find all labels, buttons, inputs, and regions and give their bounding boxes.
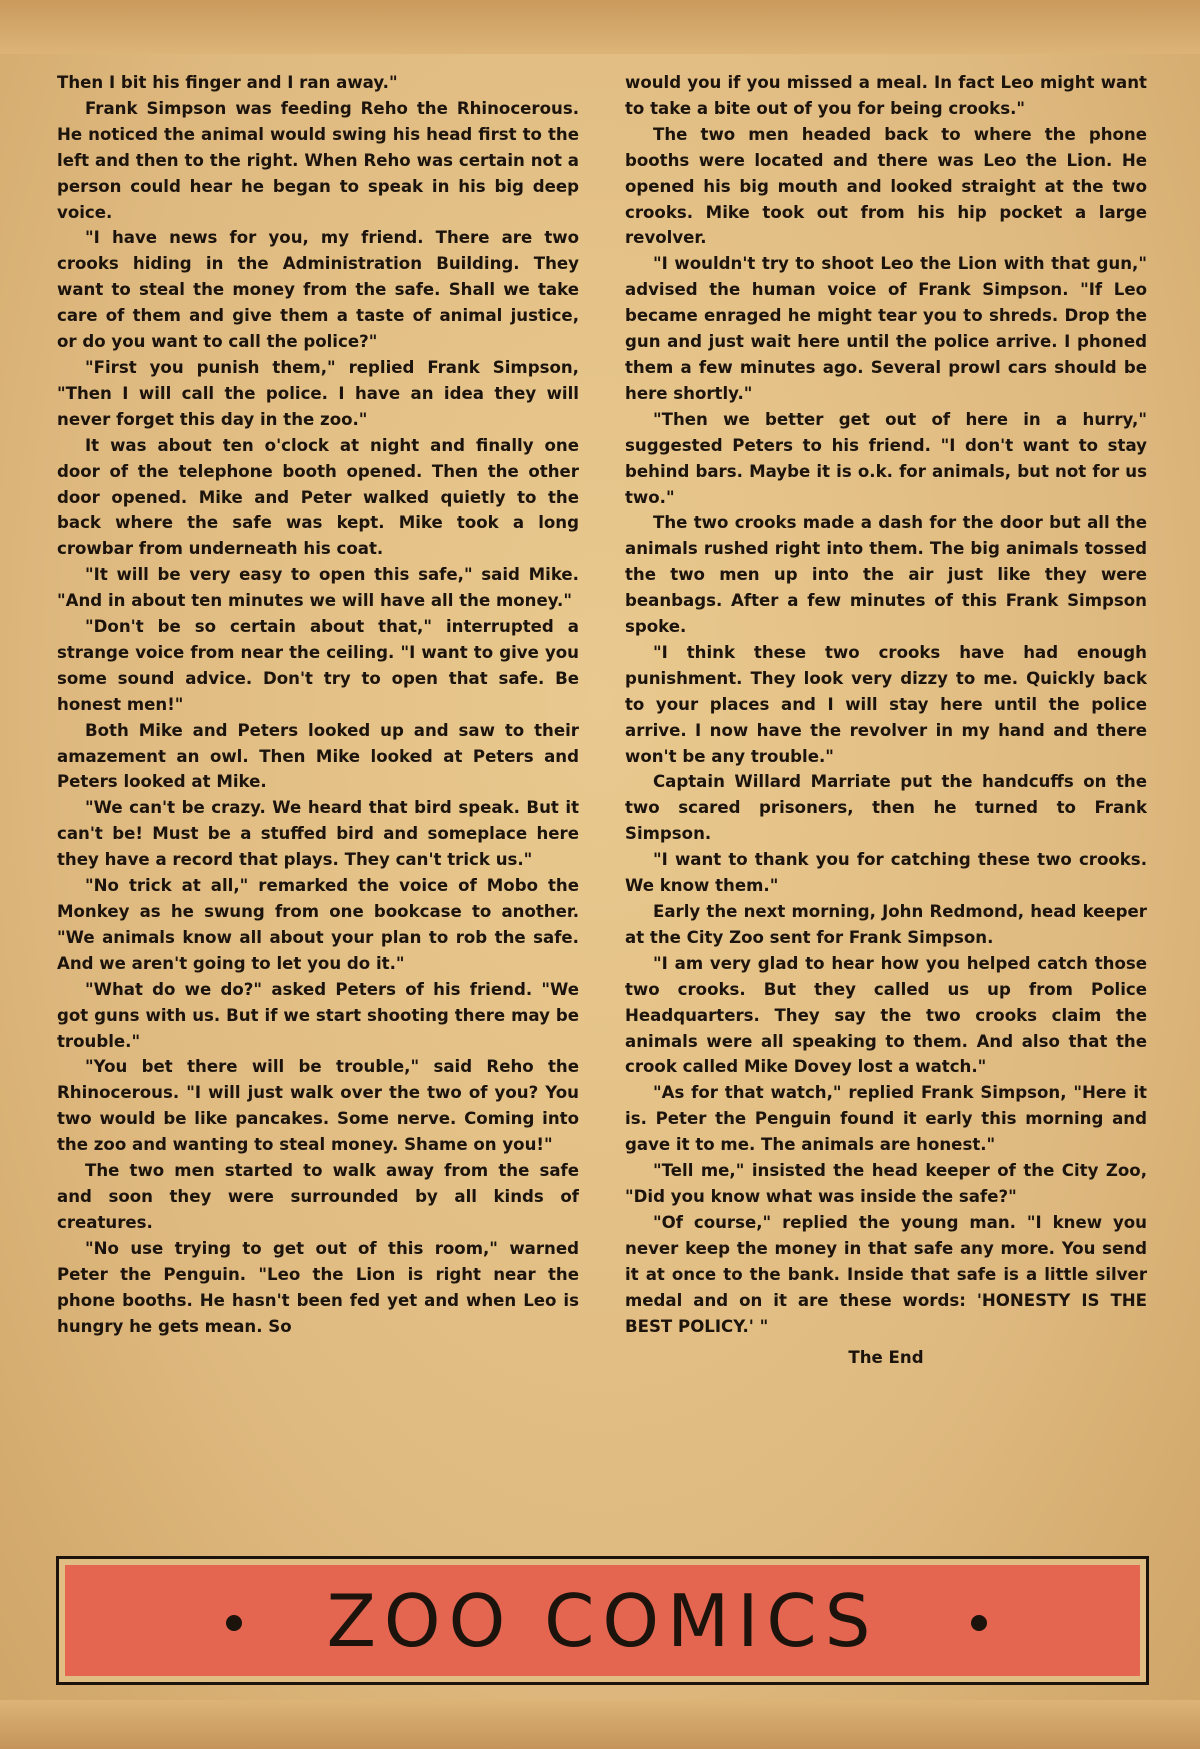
paragraph: would you if you missed a meal. In fact Leo might want to take a bite out of you for being crooks." bbox=[625, 73, 1147, 118]
paragraph: "Don't be so certain about that," interrupted a strange voice from near the ceiling. "I want to give you some sound advice. Don't try to open that safe. Be honest men!" bbox=[57, 617, 579, 714]
the-end-label: The End bbox=[848, 1348, 924, 1368]
banner-red-panel bbox=[65, 1565, 1140, 1676]
story-columns bbox=[57, 70, 1149, 1528]
right-text-column bbox=[625, 70, 1147, 1528]
paragraph: "What do we do?" asked Peters of his friend. "We got guns with us. But if we start shooting there may be trouble." bbox=[57, 979, 579, 1051]
paragraph: "You bet there will be trouble," said Reho the Rhinocerous. "I will just walk over the two of you? You two would be like pancakes. Some nerve. Coming into the zoo and wanting to steal money. Shame on you!" bbox=[57, 1057, 579, 1155]
paragraph: It was about ten o'clock at night and finally one door of the telephone booth opened. Then the other door opened. Mike and Peter walked quietly to the back where the safe was kept. Mike took a long crowbar from underneath his coat. bbox=[57, 435, 579, 559]
paragraph: Captain Willard Marriate put the handcuffs on the two scared prisoners, then he turned to Frank Simpson. bbox=[625, 772, 1147, 844]
paragraph: "Then we better get out of here in a hurry," suggested Peters to his friend. "I don't want to stay behind bars. Maybe it is o.k. for animals, but not for us two." bbox=[625, 409, 1147, 507]
paragraph: "Tell me," insisted the head keeper of the City Zoo, "Did you know what was inside the safe?" bbox=[625, 1161, 1147, 1206]
paragraph: "It will be very easy to open this safe," said Mike. "And in about ten minutes we will have all the money." bbox=[57, 565, 579, 611]
paragraph: The two men started to walk away from the safe and soon they were surrounded by all kinds of creatures. bbox=[57, 1161, 579, 1232]
page-top-edge bbox=[0, 0, 1200, 54]
bullet-dot-icon bbox=[971, 1615, 987, 1631]
paragraph: Early the next morning, John Redmond, head keeper at the City Zoo sent for Frank Simpson. bbox=[625, 902, 1147, 947]
banner-title: ZOO COMICS bbox=[326, 1578, 879, 1663]
paragraph: "I want to thank you for catching these two crooks. We know them." bbox=[625, 850, 1147, 896]
paragraph: Then I bit his finger and I ran away." bbox=[57, 73, 398, 92]
zoo-comics-banner bbox=[56, 1556, 1149, 1685]
page-bottom-edge bbox=[0, 1700, 1200, 1749]
paragraph: "First you punish them," replied Frank Simpson, "Then I will call the police. I have an idea they will never forget this day in the zoo." bbox=[57, 357, 579, 429]
paragraph: Both Mike and Peters looked up and saw to their amazement an owl. Then Mike looked at Peters and Peters looked at Mike. bbox=[57, 720, 579, 792]
paragraph: "I am very glad to hear how you helped catch those two crooks. But they called us up from Police Headquarters. They say the two crooks claim the animals were all speaking to them. And also that the crook called Mike Dovey lost a watch." bbox=[625, 953, 1147, 1077]
paragraph: "No use trying to get out of this room," warned Peter the Penguin. "Leo the Lion is right near the phone booths. He hasn't been fed yet and when Leo is hungry he gets mean. So bbox=[57, 1238, 579, 1336]
paragraph: "I think these two crooks have had enough punishment. They look very dizzy to me. Quickly back to your places and I will stay here until the police arrive. I now have the revolver in my hand and there won't be any trouble." bbox=[625, 642, 1147, 766]
paragraph: The two men headed back to where the phone booths were located and there was Leo the Lion. He opened his big mouth and looked straight at the two crooks. Mike took out from his hip pocket a large revolver. bbox=[625, 124, 1147, 248]
paragraph: "Of course," replied the young man. "I knew you never keep the money in that safe any more. You send it at once to the bank. Inside that safe is a little silver medal and on it are these words: 'HONESTY IS THE BEST POLICY.' " bbox=[625, 1212, 1147, 1336]
bullet-dot-icon bbox=[226, 1615, 242, 1631]
paragraph: "No trick at all," remarked the voice of Mobo the Monkey as he swung from one bookcase to another. "We animals know all about your plan to rob the safe. And we aren't going to let you do it." bbox=[57, 876, 579, 973]
paragraph: "We can't be crazy. We heard that bird speak. But it can't be! Must be a stuffed bird and someplace here they have a record that plays. They can't trick us." bbox=[57, 798, 579, 870]
left-text-column bbox=[57, 70, 579, 1528]
paragraph: "I wouldn't try to shoot Leo the Lion with that gun," advised the human voice of Frank Simpson. "If Leo became enraged he might tear you to shreds. Drop the gun and just wait here until the police arrive. I phoned them a few minutes ago. Several prowl cars should be here shortly." bbox=[625, 254, 1147, 403]
paragraph: "I have news for you, my friend. There are two crooks hiding in the Administration Building. They want to steal the money from the safe. Shall we take care of them and give them a taste of animal justice, or do you want to call the police?" bbox=[57, 228, 579, 352]
paragraph: "As for that watch," replied Frank Simpson, "Here it is. Peter the Penguin found it early this morning and gave it to me. The animals are honest." bbox=[625, 1083, 1147, 1155]
paragraph: Frank Simpson was feeding Reho the Rhinocerous. He noticed the animal would swing his head first to the left and then to the right. When Reho was certain not a person could hear he began to speak in his big deep voice. bbox=[57, 98, 579, 222]
paragraph: The two crooks made a dash for the door but all the animals rushed right into them. The big animals tossed the two men up into the air just like they were beanbags. After a few minutes of this Frank Simpson spoke. bbox=[625, 513, 1147, 637]
